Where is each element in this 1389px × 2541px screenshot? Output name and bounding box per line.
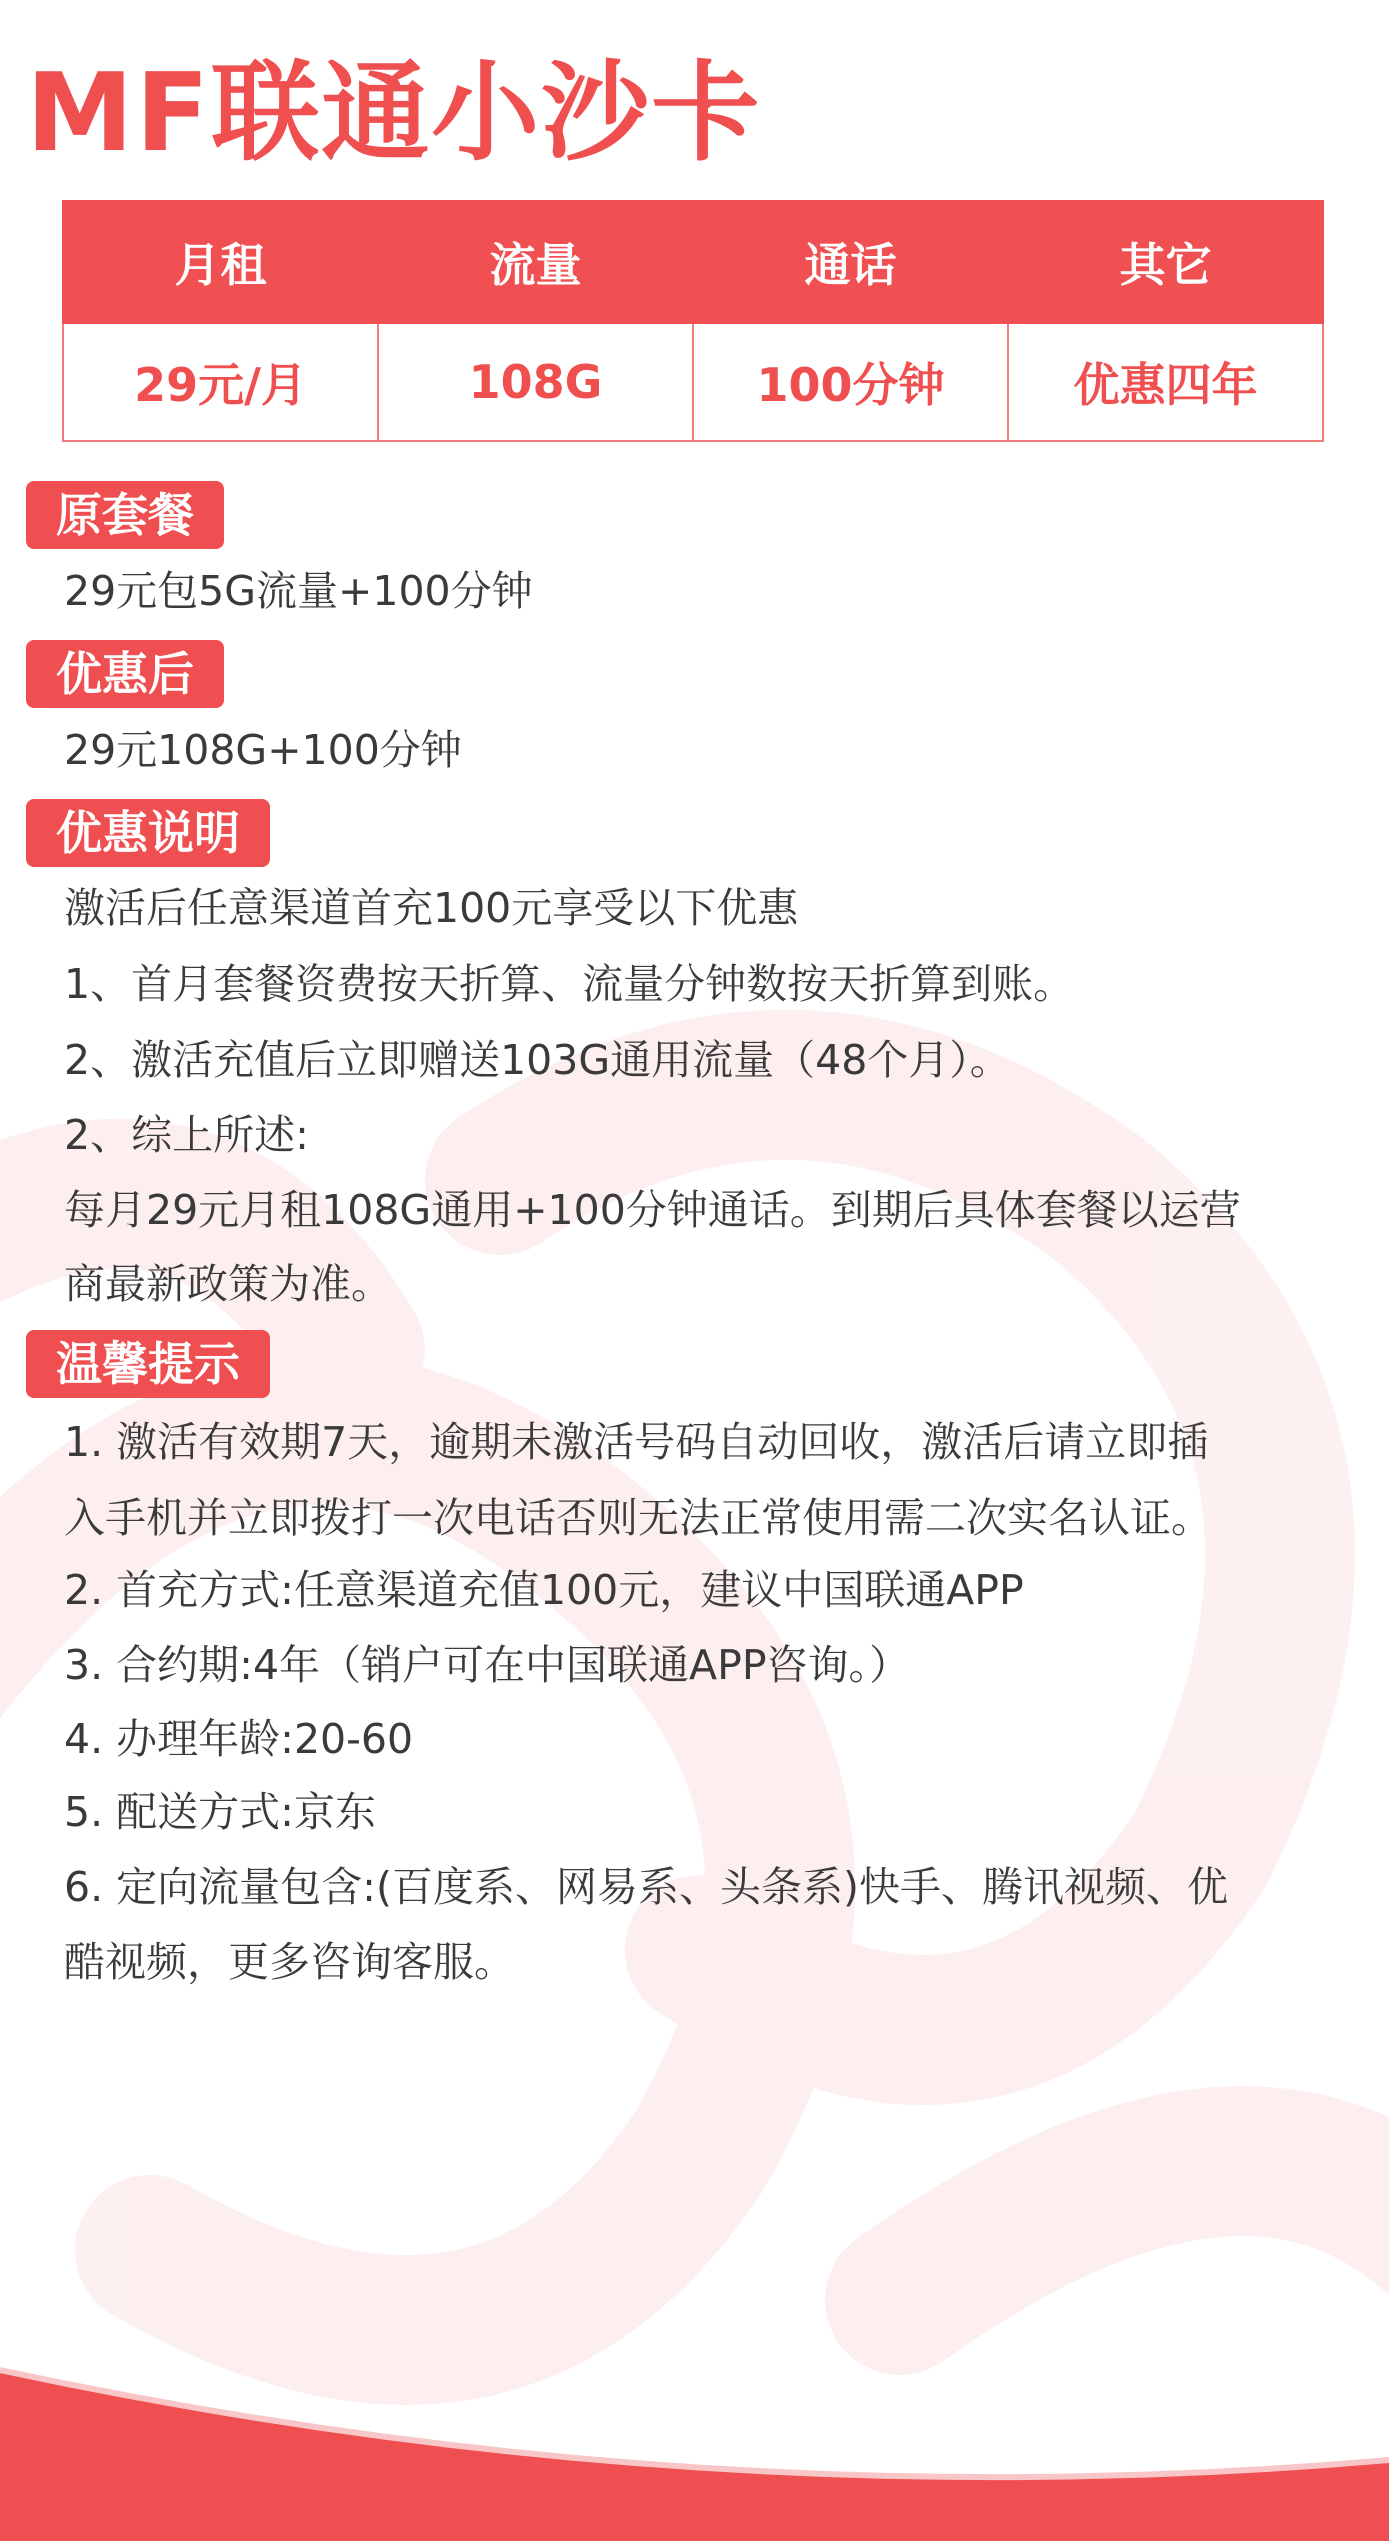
promo-line: 2、激活充值后立即赠送103G通用流量（48个月）。 (64, 1036, 1011, 1084)
tip-line: 6. 定向流量包含:(百度系、网易系、头条系)快手、腾讯视频、优 (64, 1863, 1228, 1911)
original-plan-line: 29元包5G流量+100分钟 (64, 567, 533, 615)
header-calls: 通话 (693, 201, 1008, 323)
section-tag-promo-details: 优惠说明 (26, 799, 270, 867)
tip-line: 1. 激活有效期7天，逾期未激活号码自动回收，激活后请立即插 (64, 1418, 1209, 1466)
promo-line: 2、综上所述: (64, 1111, 309, 1159)
value-other: 优惠四年 (1008, 323, 1323, 441)
section-tag-original-plan: 原套餐 (26, 481, 224, 549)
promo-line: 商最新政策为准。 (64, 1260, 392, 1308)
value-data: 108G (378, 323, 693, 441)
promo-line: 激活后任意渠道首充100元享受以下优惠 (64, 884, 799, 932)
section-tag-discounted-plan: 优惠后 (26, 640, 224, 708)
section-tag-tips: 温馨提示 (26, 1330, 270, 1398)
header-monthly-fee: 月租 (63, 201, 378, 323)
plan-table-header-row (63, 201, 1323, 323)
tip-line: 3. 合约期:4年（销户可在中国联通APP咨询。） (64, 1641, 911, 1689)
tip-line: 2. 首充方式:任意渠道充值100元，建议中国联通APP (64, 1566, 1024, 1614)
plan-table-value-row (63, 323, 1323, 441)
header-data: 流量 (378, 201, 693, 323)
tip-line: 4. 办理年龄:20-60 (64, 1715, 414, 1763)
page-title: MF联通小沙卡 (26, 51, 762, 176)
plan-summary-table (62, 200, 1324, 442)
tip-line: 5. 配送方式:京东 (64, 1788, 376, 1836)
discounted-plan-line: 29元108G+100分钟 (64, 726, 462, 774)
header-other: 其它 (1008, 201, 1323, 323)
tip-line: 酷视频，更多咨询客服。 (64, 1938, 515, 1986)
promo-line: 1、首月套餐资费按天折算、流量分钟数按天折算到账。 (64, 960, 1075, 1008)
tip-line: 入手机并立即拨打一次电话否则无法正常使用需二次实名认证。 (64, 1494, 1212, 1542)
value-calls: 100分钟 (693, 323, 1008, 441)
promo-line: 每月29元月租108G通用+100分钟通话。到期后具体套餐以运营 (64, 1186, 1241, 1234)
value-monthly-fee: 29元/月 (63, 323, 378, 441)
